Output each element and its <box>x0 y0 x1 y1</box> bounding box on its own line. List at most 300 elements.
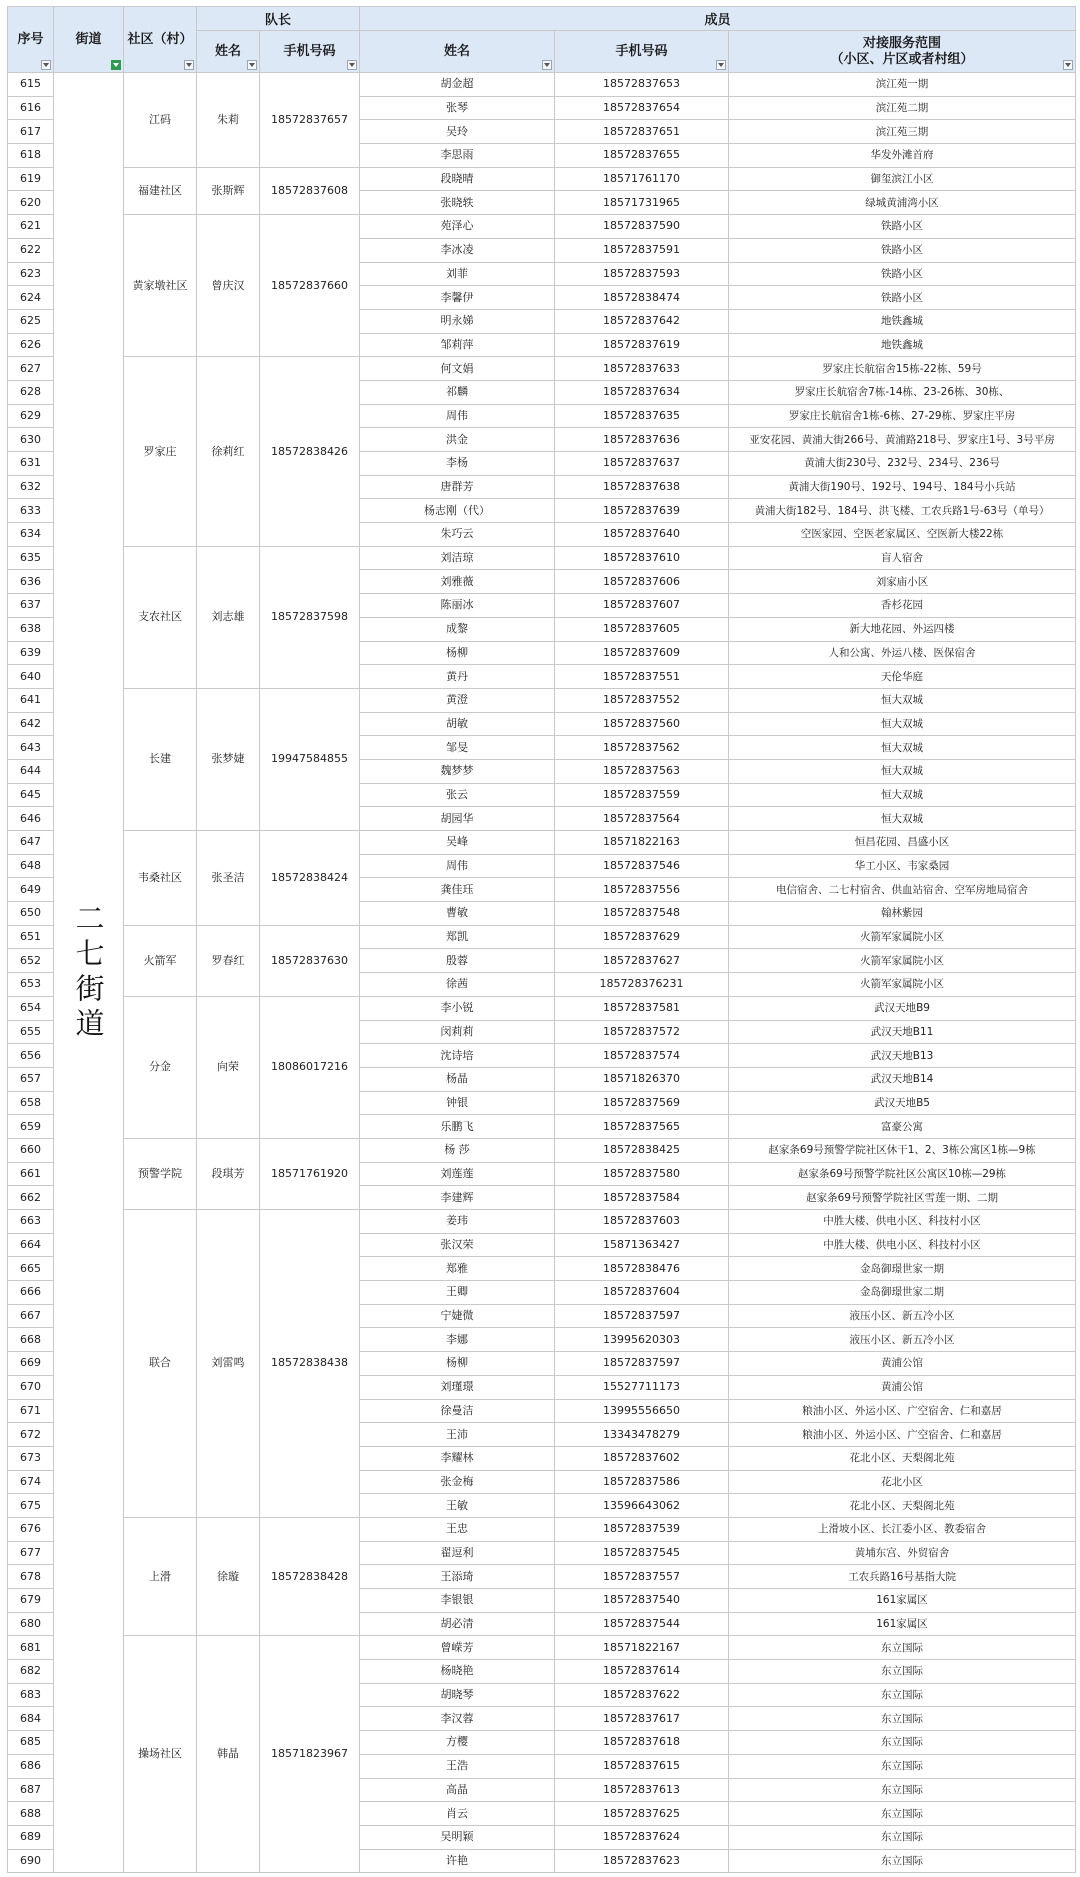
cell-member-phone[interactable]: 18572837640 <box>555 523 729 547</box>
cell-scope[interactable]: 东立国际 <box>729 1825 1076 1849</box>
cell-index[interactable]: 615 <box>8 73 54 97</box>
cell-scope[interactable]: 武汉天地B14 <box>729 1067 1076 1091</box>
cell-index[interactable]: 674 <box>8 1470 54 1494</box>
cell-member-phone[interactable]: 18572837545 <box>555 1541 729 1565</box>
cell-member-phone[interactable]: 18572837574 <box>555 1044 729 1068</box>
cell-member-name[interactable]: 刘瑾璟 <box>360 1375 555 1399</box>
cell-index[interactable]: 618 <box>8 144 54 168</box>
cell-index[interactable]: 656 <box>8 1044 54 1068</box>
cell-index[interactable]: 687 <box>8 1778 54 1802</box>
cell-scope[interactable]: 黄浦公馆 <box>729 1352 1076 1376</box>
cell-community[interactable]: 韦桑社区 <box>124 831 197 926</box>
cell-member-phone[interactable]: 18571731965 <box>555 191 729 215</box>
cell-scope[interactable]: 罗家庄长航宿舍15栋-22栋、59号 <box>729 357 1076 381</box>
cell-scope[interactable]: 新大地花园、外运四楼 <box>729 617 1076 641</box>
cell-scope[interactable]: 滨江苑二期 <box>729 96 1076 120</box>
cell-member-phone[interactable]: 18572837603 <box>555 1210 729 1234</box>
cell-member-phone[interactable]: 18572837605 <box>555 617 729 641</box>
cell-leader-name[interactable]: 张梦婕 <box>197 688 260 830</box>
filter-dropdown-icon[interactable] <box>41 60 51 70</box>
cell-index[interactable]: 652 <box>8 949 54 973</box>
cell-member-name[interactable]: 王添琦 <box>360 1565 555 1589</box>
cell-index[interactable]: 645 <box>8 783 54 807</box>
cell-member-name[interactable]: 肖云 <box>360 1802 555 1826</box>
cell-member-phone[interactable]: 18572837546 <box>555 854 729 878</box>
cell-member-name[interactable]: 吴明颖 <box>360 1825 555 1849</box>
cell-member-name[interactable]: 李建辉 <box>360 1186 555 1210</box>
cell-index[interactable]: 620 <box>8 191 54 215</box>
cell-index[interactable]: 635 <box>8 546 54 570</box>
cell-member-name[interactable]: 唐群芳 <box>360 475 555 499</box>
cell-scope[interactable]: 粮油小区、外运小区、广空宿舍、仁和嘉居 <box>729 1399 1076 1423</box>
cell-member-phone[interactable]: 18572837556 <box>555 878 729 902</box>
cell-member-name[interactable]: 刘洁琼 <box>360 546 555 570</box>
cell-member-phone[interactable]: 18572837562 <box>555 736 729 760</box>
cell-member-phone[interactable]: 18572837590 <box>555 215 729 239</box>
cell-scope[interactable]: 黄浦大街190号、192号、194号、184号小兵站 <box>729 475 1076 499</box>
cell-scope[interactable]: 地铁鑫城 <box>729 333 1076 357</box>
cell-member-name[interactable]: 刘莲莲 <box>360 1162 555 1186</box>
cell-index[interactable]: 639 <box>8 641 54 665</box>
cell-scope[interactable]: 黄浦公馆 <box>729 1375 1076 1399</box>
cell-member-phone[interactable]: 18572837622 <box>555 1683 729 1707</box>
cell-leader-name[interactable]: 曾庆汉 <box>197 215 260 357</box>
cell-member-phone[interactable]: 18572837635 <box>555 404 729 428</box>
cell-scope[interactable]: 粮油小区、外运小区、广空宿舍、仁和嘉居 <box>729 1423 1076 1447</box>
cell-member-name[interactable]: 高晶 <box>360 1778 555 1802</box>
cell-index[interactable]: 686 <box>8 1754 54 1778</box>
cell-member-name[interactable]: 殷蓉 <box>360 949 555 973</box>
cell-index[interactable]: 638 <box>8 617 54 641</box>
cell-index[interactable]: 663 <box>8 1210 54 1234</box>
cell-index[interactable]: 651 <box>8 925 54 949</box>
cell-scope[interactable]: 161家属区 <box>729 1612 1076 1636</box>
cell-member-name[interactable]: 洪金 <box>360 428 555 452</box>
cell-member-phone[interactable]: 18572837604 <box>555 1281 729 1305</box>
cell-member-phone[interactable]: 18572837655 <box>555 144 729 168</box>
cell-leader-phone[interactable]: 18572837657 <box>260 73 360 168</box>
cell-index[interactable]: 625 <box>8 309 54 333</box>
cell-member-phone[interactable]: 18571761170 <box>555 167 729 191</box>
cell-member-phone[interactable]: 18572837560 <box>555 712 729 736</box>
cell-member-name[interactable]: 曹敏 <box>360 902 555 926</box>
cell-scope[interactable]: 中胜大楼、供电小区、科技村小区 <box>729 1210 1076 1234</box>
cell-scope[interactable]: 液压小区、新五冷小区 <box>729 1328 1076 1352</box>
cell-member-name[interactable]: 杨 莎 <box>360 1138 555 1162</box>
cell-scope[interactable]: 东立国际 <box>729 1636 1076 1660</box>
cell-member-phone[interactable]: 18572837557 <box>555 1565 729 1589</box>
cell-member-name[interactable]: 闵莉莉 <box>360 1020 555 1044</box>
cell-scope[interactable]: 金岛御璟世家二期 <box>729 1281 1076 1305</box>
cell-index[interactable]: 680 <box>8 1612 54 1636</box>
cell-community[interactable]: 江码 <box>124 73 197 168</box>
cell-member-name[interactable]: 张琴 <box>360 96 555 120</box>
cell-member-name[interactable]: 杨晓艳 <box>360 1660 555 1684</box>
cell-member-name[interactable]: 王卿 <box>360 1281 555 1305</box>
cell-leader-name[interactable]: 韩晶 <box>197 1636 260 1873</box>
filter-dropdown-icon[interactable] <box>716 60 726 70</box>
cell-index[interactable]: 657 <box>8 1067 54 1091</box>
cell-member-name[interactable]: 徐茜 <box>360 973 555 997</box>
cell-community[interactable]: 长建 <box>124 688 197 830</box>
cell-scope[interactable]: 花北小区、天梨阁北苑 <box>729 1494 1076 1518</box>
cell-scope[interactable]: 赵家条69号预警学院社区公寓区10栋—29栋 <box>729 1162 1076 1186</box>
cell-community[interactable]: 火箭军 <box>124 925 197 996</box>
cell-scope[interactable]: 东立国际 <box>729 1707 1076 1731</box>
cell-member-phone[interactable]: 18572837540 <box>555 1589 729 1613</box>
cell-member-name[interactable]: 周伟 <box>360 404 555 428</box>
cell-leader-phone[interactable]: 18086017216 <box>260 996 360 1138</box>
cell-scope[interactable]: 罗家庄长航宿舍7栋-14栋、23-26栋、30栋、 <box>729 380 1076 404</box>
cell-leader-name[interactable]: 朱莉 <box>197 73 260 168</box>
cell-index[interactable]: 616 <box>8 96 54 120</box>
cell-index[interactable]: 628 <box>8 380 54 404</box>
cell-member-phone[interactable]: 18572837572 <box>555 1020 729 1044</box>
cell-index[interactable]: 647 <box>8 831 54 855</box>
cell-scope[interactable]: 刘家庙小区 <box>729 570 1076 594</box>
cell-scope[interactable]: 翰林紫园 <box>729 902 1076 926</box>
cell-scope[interactable]: 御玺滨江小区 <box>729 167 1076 191</box>
cell-leader-phone[interactable]: 18572838426 <box>260 357 360 547</box>
cell-scope[interactable]: 空医家园、空医老家属区、空医新大楼22栋 <box>729 523 1076 547</box>
cell-member-phone[interactable]: 18572837544 <box>555 1612 729 1636</box>
cell-member-phone[interactable]: 18572837581 <box>555 996 729 1020</box>
cell-member-phone[interactable]: 18572837564 <box>555 807 729 831</box>
cell-leader-phone[interactable]: 18572837608 <box>260 167 360 214</box>
cell-community[interactable]: 上滑 <box>124 1517 197 1635</box>
cell-member-name[interactable]: 杨柳 <box>360 1352 555 1376</box>
cell-member-name[interactable]: 钟银 <box>360 1091 555 1115</box>
cell-index[interactable]: 642 <box>8 712 54 736</box>
cell-member-name[interactable]: 张晓轶 <box>360 191 555 215</box>
cell-member-phone[interactable]: 18572837633 <box>555 357 729 381</box>
cell-scope[interactable]: 铁路小区 <box>729 238 1076 262</box>
cell-member-phone[interactable]: 18572838476 <box>555 1257 729 1281</box>
cell-member-phone[interactable]: 18572837586 <box>555 1470 729 1494</box>
cell-member-name[interactable]: 周伟 <box>360 854 555 878</box>
cell-community[interactable]: 罗家庄 <box>124 357 197 547</box>
cell-member-phone[interactable]: 18572837639 <box>555 499 729 523</box>
cell-scope[interactable]: 天伦华庭 <box>729 665 1076 689</box>
cell-scope[interactable]: 液压小区、新五冷小区 <box>729 1304 1076 1328</box>
cell-member-name[interactable]: 李银银 <box>360 1589 555 1613</box>
cell-index[interactable]: 624 <box>8 286 54 310</box>
cell-member-name[interactable]: 李杨 <box>360 452 555 476</box>
cell-scope[interactable]: 火箭军家属院小区 <box>729 949 1076 973</box>
cell-index[interactable]: 649 <box>8 878 54 902</box>
cell-member-phone[interactable]: 18572837539 <box>555 1517 729 1541</box>
cell-index[interactable]: 667 <box>8 1304 54 1328</box>
cell-scope[interactable]: 赵家条69号预警学院社区休干1、2、3栋公寓区1栋—9栋 <box>729 1138 1076 1162</box>
cell-member-name[interactable]: 王忠 <box>360 1517 555 1541</box>
cell-index[interactable]: 631 <box>8 452 54 476</box>
cell-member-name[interactable]: 李馨伊 <box>360 286 555 310</box>
cell-index[interactable]: 666 <box>8 1281 54 1305</box>
cell-member-phone[interactable]: 18572837642 <box>555 309 729 333</box>
cell-member-phone[interactable]: 18572837610 <box>555 546 729 570</box>
cell-member-name[interactable]: 李小锐 <box>360 996 555 1020</box>
cell-member-name[interactable]: 胡敏 <box>360 712 555 736</box>
cell-index[interactable]: 619 <box>8 167 54 191</box>
cell-member-name[interactable]: 许艳 <box>360 1849 555 1873</box>
cell-member-phone[interactable]: 18572837606 <box>555 570 729 594</box>
cell-member-name[interactable]: 李耀林 <box>360 1446 555 1470</box>
cell-member-name[interactable]: 龚佳珏 <box>360 878 555 902</box>
cell-member-phone[interactable]: 18572837654 <box>555 96 729 120</box>
cell-index[interactable]: 675 <box>8 1494 54 1518</box>
cell-member-name[interactable]: 何文娟 <box>360 357 555 381</box>
cell-index[interactable]: 689 <box>8 1825 54 1849</box>
cell-member-phone[interactable]: 18572837580 <box>555 1162 729 1186</box>
cell-index[interactable]: 617 <box>8 120 54 144</box>
cell-index[interactable]: 630 <box>8 428 54 452</box>
cell-scope[interactable]: 人和公寓、外运八楼、医保宿舍 <box>729 641 1076 665</box>
cell-leader-phone[interactable]: 18572837598 <box>260 546 360 688</box>
cell-leader-phone[interactable]: 18572838438 <box>260 1210 360 1518</box>
cell-member-phone[interactable]: 185728376231 <box>555 973 729 997</box>
cell-scope[interactable]: 香杉花园 <box>729 594 1076 618</box>
cell-scope[interactable]: 东立国际 <box>729 1731 1076 1755</box>
cell-member-phone[interactable]: 18572837637 <box>555 452 729 476</box>
cell-community[interactable]: 支农社区 <box>124 546 197 688</box>
cell-scope[interactable]: 黄浦大街182号、184号、洪飞楼、工农兵路1号-63号（单号） <box>729 499 1076 523</box>
cell-index[interactable]: 678 <box>8 1565 54 1589</box>
cell-member-phone[interactable]: 13343478279 <box>555 1423 729 1447</box>
cell-leader-name[interactable]: 罗春红 <box>197 925 260 996</box>
cell-member-name[interactable]: 胡园华 <box>360 807 555 831</box>
cell-scope[interactable]: 武汉天地B13 <box>729 1044 1076 1068</box>
cell-member-name[interactable]: 张汉荣 <box>360 1233 555 1257</box>
cell-scope[interactable]: 火箭军家属院小区 <box>729 973 1076 997</box>
cell-index[interactable]: 665 <box>8 1257 54 1281</box>
cell-member-name[interactable]: 宁婕微 <box>360 1304 555 1328</box>
cell-leader-name[interactable]: 段琪芳 <box>197 1138 260 1209</box>
cell-member-name[interactable]: 王沛 <box>360 1423 555 1447</box>
cell-index[interactable]: 658 <box>8 1091 54 1115</box>
cell-member-name[interactable]: 李汉蓉 <box>360 1707 555 1731</box>
cell-index[interactable]: 653 <box>8 973 54 997</box>
cell-index[interactable]: 676 <box>8 1517 54 1541</box>
cell-index[interactable]: 636 <box>8 570 54 594</box>
cell-member-phone[interactable]: 18572837629 <box>555 925 729 949</box>
cell-scope[interactable]: 华工小区、韦家桑园 <box>729 854 1076 878</box>
cell-member-name[interactable]: 明永娣 <box>360 309 555 333</box>
cell-member-phone[interactable]: 18572837602 <box>555 1446 729 1470</box>
cell-leader-name[interactable]: 刘雷鸣 <box>197 1210 260 1518</box>
cell-index[interactable]: 629 <box>8 404 54 428</box>
cell-index[interactable]: 668 <box>8 1328 54 1352</box>
cell-leader-phone[interactable]: 18572838428 <box>260 1517 360 1635</box>
cell-scope[interactable]: 东立国际 <box>729 1849 1076 1873</box>
cell-index[interactable]: 681 <box>8 1636 54 1660</box>
cell-member-name[interactable]: 李娜 <box>360 1328 555 1352</box>
cell-scope[interactable]: 恒大双城 <box>729 736 1076 760</box>
cell-scope[interactable]: 东立国际 <box>729 1754 1076 1778</box>
cell-scope[interactable]: 161家属区 <box>729 1589 1076 1613</box>
cell-index[interactable]: 672 <box>8 1423 54 1447</box>
cell-member-name[interactable]: 胡金超 <box>360 73 555 97</box>
cell-member-name[interactable]: 方樱 <box>360 1731 555 1755</box>
cell-member-name[interactable]: 朱巧云 <box>360 523 555 547</box>
cell-index[interactable]: 633 <box>8 499 54 523</box>
cell-member-name[interactable]: 张金梅 <box>360 1470 555 1494</box>
cell-community[interactable]: 操场社区 <box>124 1636 197 1873</box>
cell-member-phone[interactable]: 18572837597 <box>555 1352 729 1376</box>
cell-member-name[interactable]: 成黎 <box>360 617 555 641</box>
cell-leader-name[interactable]: 张斯辉 <box>197 167 260 214</box>
cell-index[interactable]: 662 <box>8 1186 54 1210</box>
cell-member-phone[interactable]: 18572837551 <box>555 665 729 689</box>
cell-scope[interactable]: 富豪公寓 <box>729 1115 1076 1139</box>
filter-dropdown-icon[interactable] <box>542 60 552 70</box>
cell-member-phone[interactable]: 18572837624 <box>555 1825 729 1849</box>
cell-member-phone[interactable]: 18572837613 <box>555 1778 729 1802</box>
cell-member-name[interactable]: 曾嵘芳 <box>360 1636 555 1660</box>
cell-index[interactable]: 654 <box>8 996 54 1020</box>
cell-scope[interactable]: 恒大双城 <box>729 712 1076 736</box>
cell-index[interactable]: 627 <box>8 357 54 381</box>
cell-member-phone[interactable]: 18571826370 <box>555 1067 729 1091</box>
cell-member-phone[interactable]: 18572837638 <box>555 475 729 499</box>
cell-member-name[interactable]: 张云 <box>360 783 555 807</box>
cell-index[interactable]: 661 <box>8 1162 54 1186</box>
cell-member-name[interactable]: 魏梦梦 <box>360 759 555 783</box>
cell-scope[interactable]: 花北小区、天梨阁北苑 <box>729 1446 1076 1470</box>
cell-index[interactable]: 650 <box>8 902 54 926</box>
cell-scope[interactable]: 东立国际 <box>729 1683 1076 1707</box>
cell-member-phone[interactable]: 13596643062 <box>555 1494 729 1518</box>
cell-index[interactable]: 626 <box>8 333 54 357</box>
cell-scope[interactable]: 铁路小区 <box>729 262 1076 286</box>
cell-member-name[interactable]: 刘雅薇 <box>360 570 555 594</box>
cell-member-name[interactable]: 胡晓琴 <box>360 1683 555 1707</box>
cell-street[interactable] <box>54 73 124 1873</box>
cell-index[interactable]: 671 <box>8 1399 54 1423</box>
cell-member-phone[interactable]: 18572837597 <box>555 1304 729 1328</box>
cell-member-name[interactable]: 杨志刚（代） <box>360 499 555 523</box>
cell-index[interactable]: 659 <box>8 1115 54 1139</box>
cell-leader-name[interactable]: 张圣洁 <box>197 831 260 926</box>
cell-scope[interactable]: 亚安花园、黄浦大街266号、黄浦路218号、罗家庄1号、3号平房 <box>729 428 1076 452</box>
cell-member-phone[interactable]: 18572837548 <box>555 902 729 926</box>
filter-dropdown-icon[interactable] <box>184 60 194 70</box>
cell-scope[interactable]: 东立国际 <box>729 1802 1076 1826</box>
cell-member-phone[interactable]: 15871363427 <box>555 1233 729 1257</box>
cell-member-phone[interactable]: 18572837593 <box>555 262 729 286</box>
cell-scope[interactable]: 滨江苑一期 <box>729 73 1076 97</box>
filter-active-icon[interactable] <box>111 60 121 70</box>
cell-index[interactable]: 655 <box>8 1020 54 1044</box>
filter-dropdown-icon[interactable] <box>347 60 357 70</box>
cell-member-phone[interactable]: 18572837607 <box>555 594 729 618</box>
cell-community[interactable]: 预警学院 <box>124 1138 197 1209</box>
cell-member-phone[interactable]: 18572837609 <box>555 641 729 665</box>
cell-index[interactable]: 664 <box>8 1233 54 1257</box>
cell-index[interactable]: 623 <box>8 262 54 286</box>
cell-member-phone[interactable]: 18572837552 <box>555 688 729 712</box>
cell-member-phone[interactable]: 18572837623 <box>555 1849 729 1873</box>
cell-community[interactable]: 分金 <box>124 996 197 1138</box>
cell-member-phone[interactable]: 18572837563 <box>555 759 729 783</box>
cell-index[interactable]: 640 <box>8 665 54 689</box>
filter-dropdown-icon[interactable] <box>1063 60 1073 70</box>
cell-scope[interactable]: 华发外滩首府 <box>729 144 1076 168</box>
cell-leader-name[interactable]: 向荣 <box>197 996 260 1138</box>
cell-index[interactable]: 673 <box>8 1446 54 1470</box>
cell-scope[interactable]: 金岛御璟世家一期 <box>729 1257 1076 1281</box>
cell-scope[interactable]: 滨江苑三期 <box>729 120 1076 144</box>
cell-index[interactable]: 641 <box>8 688 54 712</box>
cell-community[interactable]: 福建社区 <box>124 167 197 214</box>
cell-member-name[interactable]: 苑泽心 <box>360 215 555 239</box>
cell-scope[interactable]: 黄埔东宫、外贸宿舍 <box>729 1541 1076 1565</box>
cell-member-phone[interactable]: 18572838425 <box>555 1138 729 1162</box>
cell-member-name[interactable]: 黄澄 <box>360 688 555 712</box>
cell-member-name[interactable]: 黄丹 <box>360 665 555 689</box>
cell-member-name[interactable]: 李思雨 <box>360 144 555 168</box>
cell-leader-name[interactable]: 徐莉红 <box>197 357 260 547</box>
cell-member-phone[interactable]: 15527711173 <box>555 1375 729 1399</box>
cell-index[interactable]: 684 <box>8 1707 54 1731</box>
cell-index[interactable]: 634 <box>8 523 54 547</box>
cell-scope[interactable]: 火箭军家属院小区 <box>729 925 1076 949</box>
cell-member-name[interactable]: 祁麟 <box>360 380 555 404</box>
cell-member-phone[interactable]: 18572837565 <box>555 1115 729 1139</box>
cell-scope[interactable]: 恒昌花园、昌盛小区 <box>729 831 1076 855</box>
cell-index[interactable]: 688 <box>8 1802 54 1826</box>
cell-member-name[interactable]: 王敏 <box>360 1494 555 1518</box>
cell-index[interactable]: 632 <box>8 475 54 499</box>
cell-scope[interactable]: 武汉天地B5 <box>729 1091 1076 1115</box>
cell-leader-phone[interactable]: 18571823967 <box>260 1636 360 1873</box>
cell-index[interactable]: 637 <box>8 594 54 618</box>
cell-leader-phone[interactable]: 18571761920 <box>260 1138 360 1209</box>
cell-leader-phone[interactable]: 18572837630 <box>260 925 360 996</box>
cell-member-name[interactable]: 姜玮 <box>360 1210 555 1234</box>
cell-member-phone[interactable]: 18572837615 <box>555 1754 729 1778</box>
cell-scope[interactable]: 铁路小区 <box>729 286 1076 310</box>
cell-community[interactable]: 联合 <box>124 1210 197 1518</box>
cell-member-phone[interactable]: 18572837627 <box>555 949 729 973</box>
cell-community[interactable]: 黄家墩社区 <box>124 215 197 357</box>
cell-member-phone[interactable]: 18572838474 <box>555 286 729 310</box>
cell-member-phone[interactable]: 18572837614 <box>555 1660 729 1684</box>
cell-scope[interactable]: 恒大双城 <box>729 759 1076 783</box>
cell-member-name[interactable]: 李冰凌 <box>360 238 555 262</box>
cell-member-name[interactable]: 王浩 <box>360 1754 555 1778</box>
cell-leader-phone[interactable]: 18572837660 <box>260 215 360 357</box>
cell-member-phone[interactable]: 18572837591 <box>555 238 729 262</box>
cell-scope[interactable]: 恒大双城 <box>729 783 1076 807</box>
cell-member-phone[interactable]: 18572837618 <box>555 1731 729 1755</box>
cell-leader-phone[interactable]: 19947584855 <box>260 688 360 830</box>
cell-member-name[interactable]: 陈丽冰 <box>360 594 555 618</box>
cell-scope[interactable]: 绿城黄浦湾小区 <box>729 191 1076 215</box>
cell-index[interactable]: 690 <box>8 1849 54 1873</box>
cell-index[interactable]: 646 <box>8 807 54 831</box>
cell-member-phone[interactable]: 18572837569 <box>555 1091 729 1115</box>
cell-scope[interactable]: 花北小区 <box>729 1470 1076 1494</box>
cell-member-name[interactable]: 杨晶 <box>360 1067 555 1091</box>
cell-leader-phone[interactable]: 18572838424 <box>260 831 360 926</box>
cell-member-name[interactable]: 邹旻 <box>360 736 555 760</box>
cell-member-phone[interactable]: 18572837559 <box>555 783 729 807</box>
cell-index[interactable]: 682 <box>8 1660 54 1684</box>
cell-index[interactable]: 685 <box>8 1731 54 1755</box>
cell-scope[interactable]: 恒大双城 <box>729 688 1076 712</box>
cell-index[interactable]: 644 <box>8 759 54 783</box>
cell-member-name[interactable]: 沈诗培 <box>360 1044 555 1068</box>
